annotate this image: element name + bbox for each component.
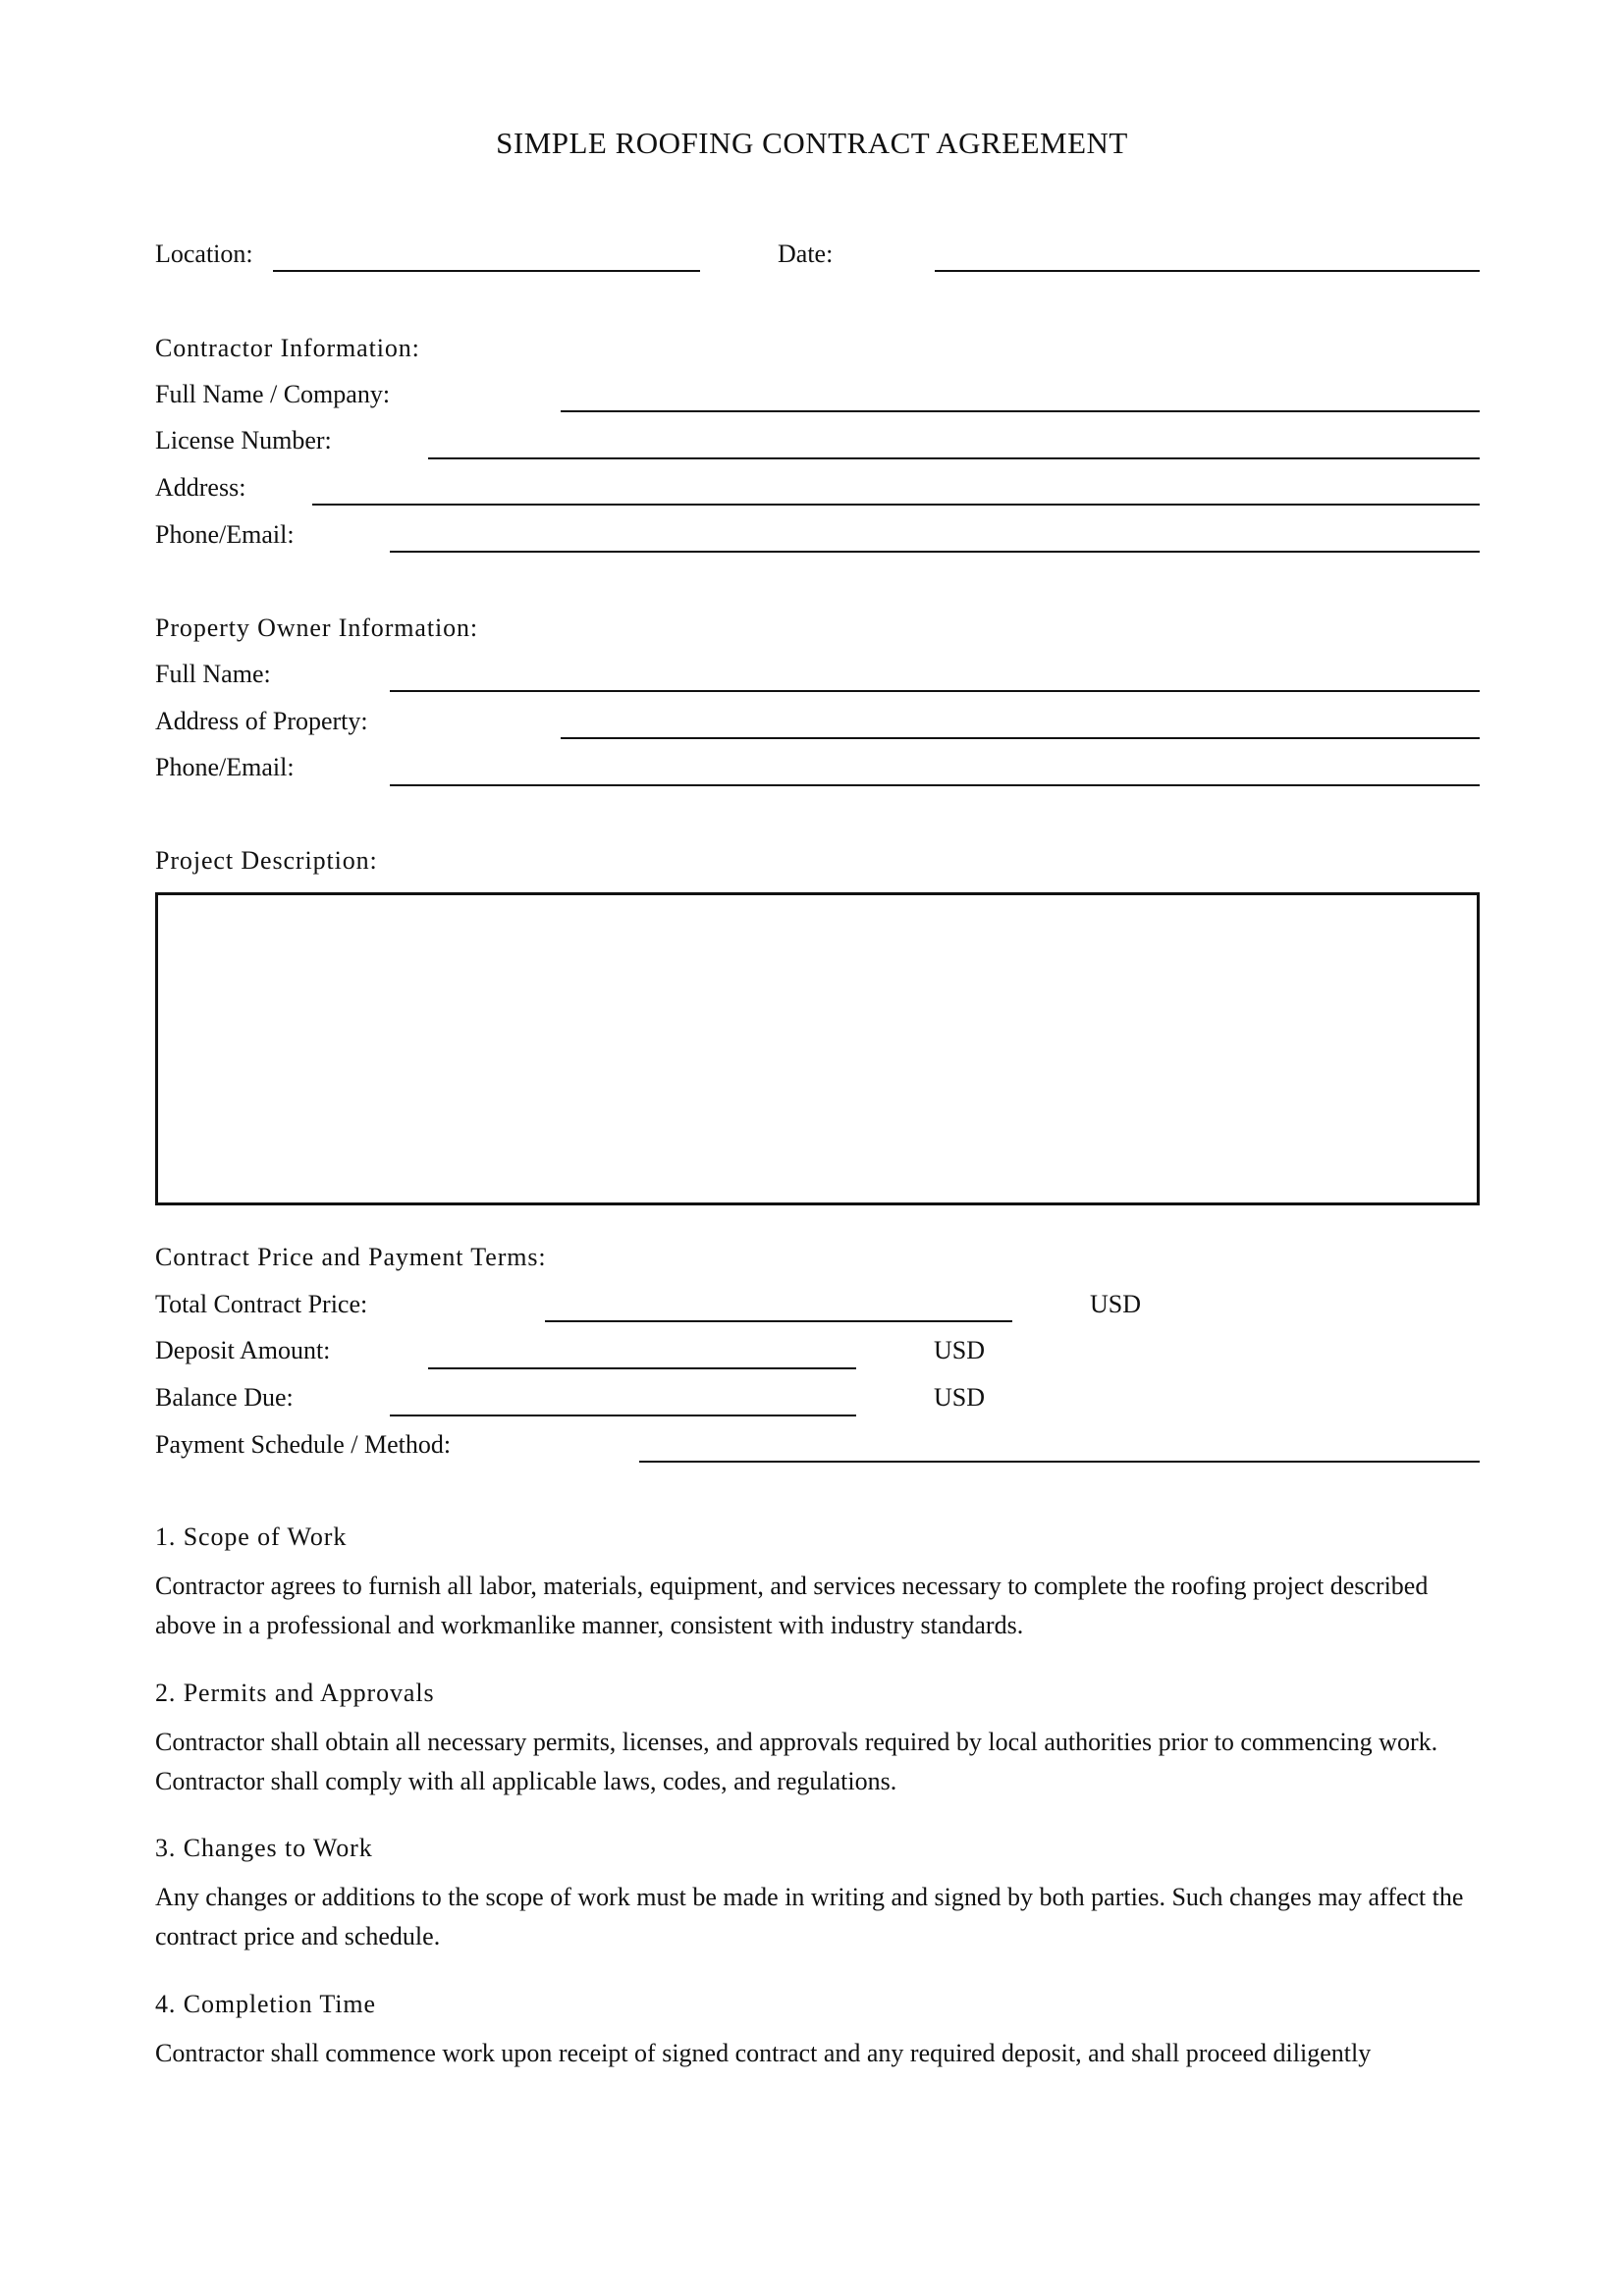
payment-schedule-field[interactable] [639,1461,1480,1463]
total-price-currency: USD [1090,1290,1142,1318]
owner-name-label: Full Name: [155,660,271,688]
section-body: Contractor shall commence work upon receipt of signed contract and any required deposit, and shall proceed diligently [155,2039,1372,2067]
location-field[interactable] [273,270,700,272]
contractor-address-field[interactable] [312,504,1480,506]
section-heading: 3. Changes to Work [155,1834,373,1862]
property-address-label: Address of Property: [155,707,368,735]
section-heading: 1. Scope of Work [155,1522,348,1551]
owner-contact-field[interactable] [390,784,1480,786]
balance-due-currency: USD [934,1383,986,1412]
balance-due-field[interactable] [390,1415,856,1416]
balance-due-label: Balance Due: [155,1383,294,1412]
license-number-label: License Number: [155,426,332,454]
section-heading: 2. Permits and Approvals [155,1679,435,1707]
location-label: Location: [155,240,253,268]
contractor-contact-field[interactable] [390,551,1480,553]
project-description-heading: Project Description: [155,846,378,875]
license-number-field[interactable] [428,457,1480,459]
payment-heading: Contract Price and Payment Terms: [155,1243,547,1271]
total-price-field[interactable] [545,1320,1012,1322]
section-body: Contractor shall obtain all necessary permits, licenses, and approvals required by local authorities prior to commencing work. Contractor shall comply with all applicable laws, codes, and regulations. [155,1728,1438,1795]
property-address-field[interactable] [561,737,1480,739]
deposit-field[interactable] [428,1367,856,1369]
deposit-label: Deposit Amount: [155,1336,331,1364]
section-body: Any changes or additions to the scope of work must be made in writing and signed by both parties. Such changes may affect the contract price and schedule. [155,1883,1464,1950]
contractor-contact-label: Phone/Email: [155,520,295,549]
contractor-name-field[interactable] [561,410,1480,412]
document-title: SIMPLE ROOFING CONTRACT AGREEMENT [496,126,1128,160]
project-description-box[interactable] [155,892,1480,1205]
contractor-name-label: Full Name / Company: [155,380,391,408]
total-price-label: Total Contract Price: [155,1290,368,1318]
section-heading: 4. Completion Time [155,1990,376,2018]
contractor-heading: Contractor Information: [155,334,420,362]
owner-name-field[interactable] [390,690,1480,692]
owner-contact-label: Phone/Email: [155,753,295,781]
date-label: Date: [778,240,834,268]
contractor-address-label: Address: [155,473,246,502]
section-body: Contractor agrees to furnish all labor, materials, equipment, and services necessary to complete the roofing project described above in a professional and workmanlike manner, consistent with industry standards. [155,1572,1429,1639]
payment-schedule-label: Payment Schedule / Method: [155,1430,452,1459]
owner-heading: Property Owner Information: [155,614,479,642]
deposit-currency: USD [934,1336,986,1364]
date-field[interactable] [935,270,1480,272]
